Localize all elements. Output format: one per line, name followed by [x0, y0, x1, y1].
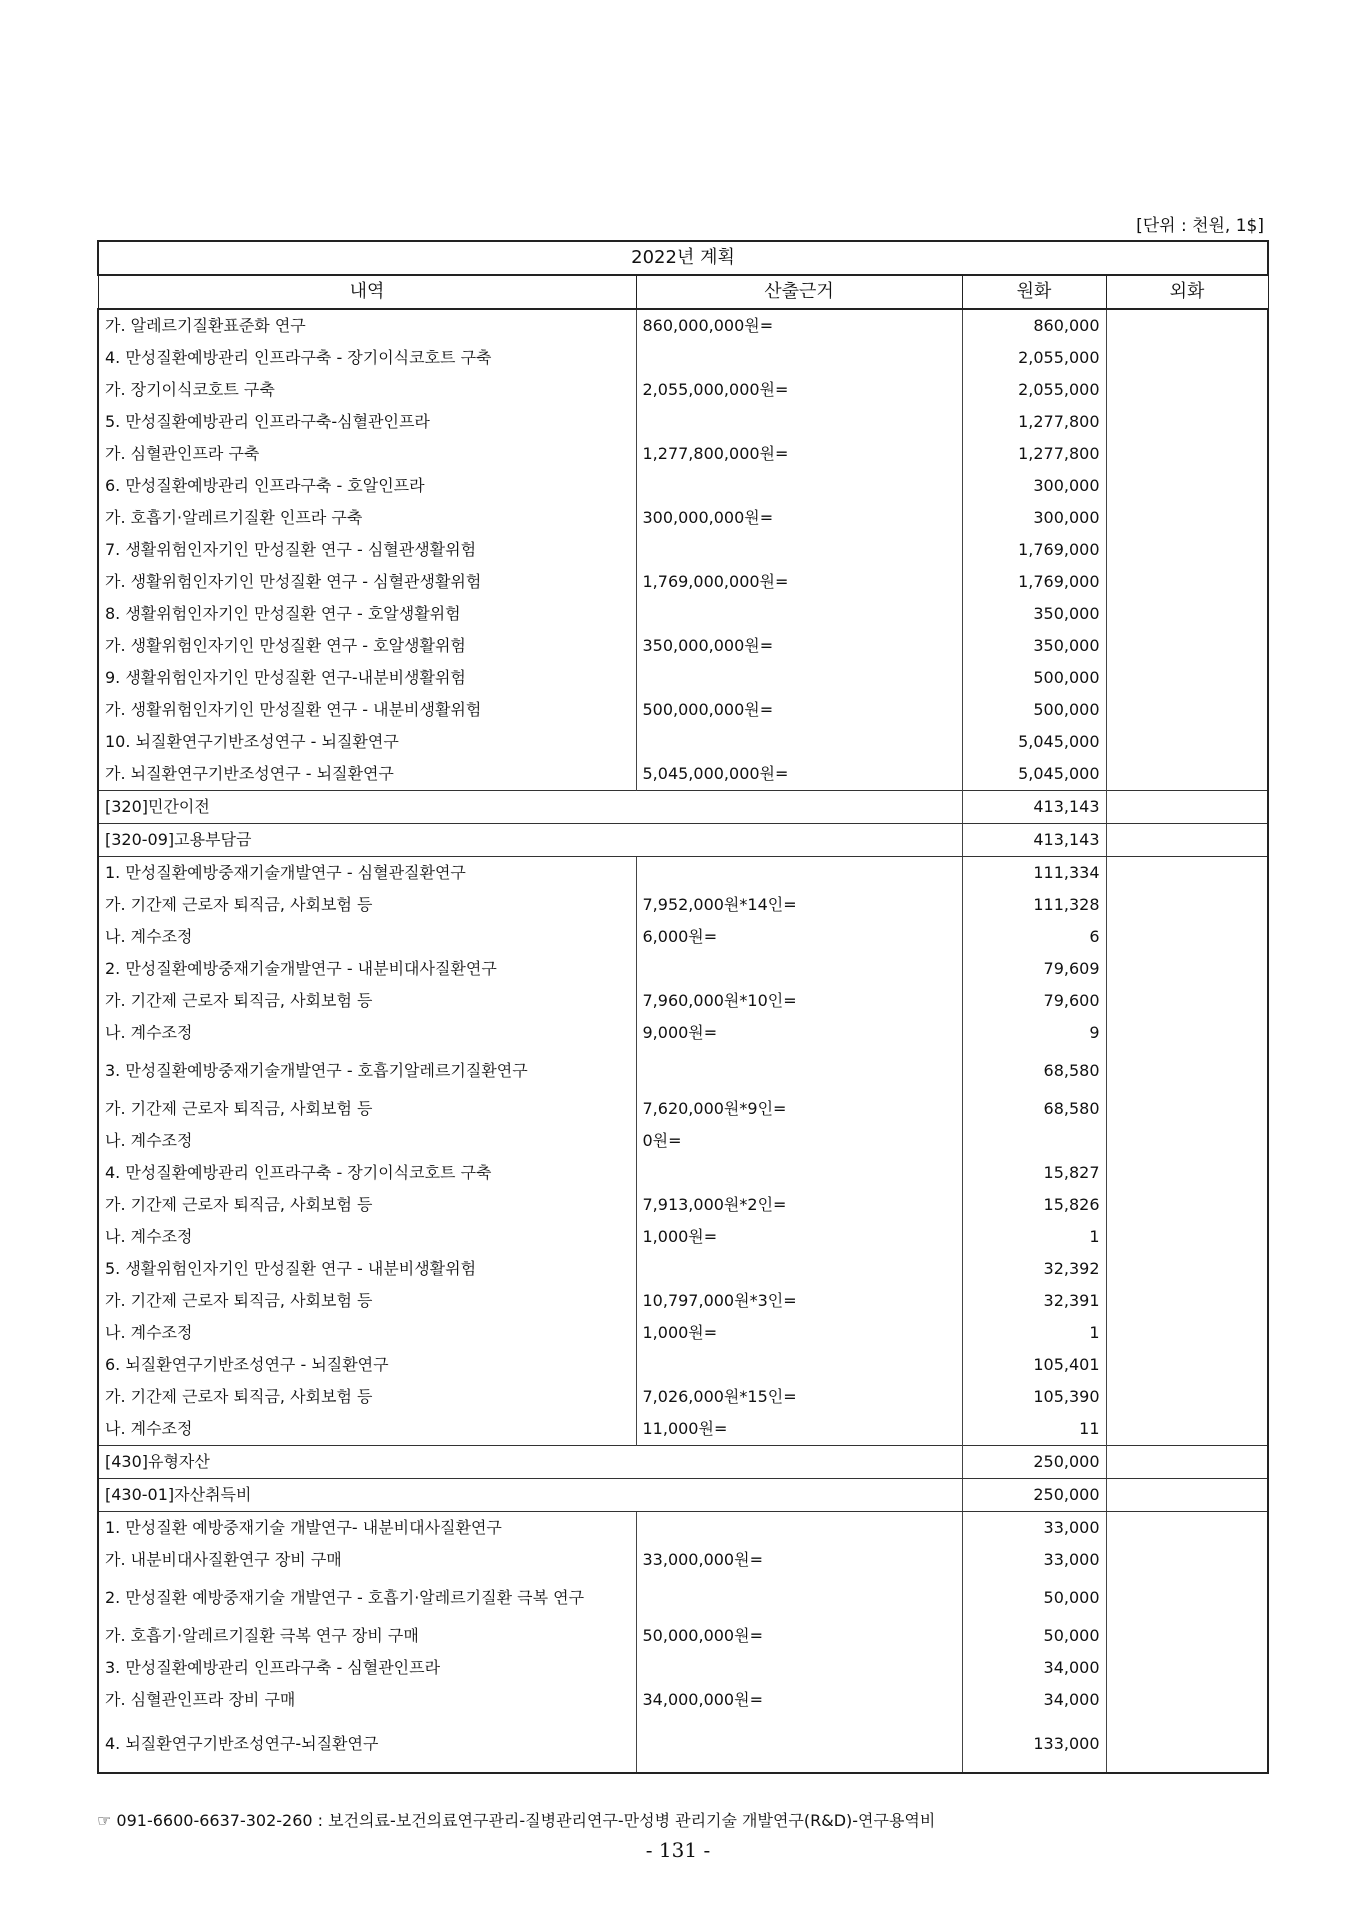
row-desc: 나. 계수조정 [98, 1317, 636, 1349]
row-basis [636, 726, 962, 758]
row-basis [636, 1049, 962, 1093]
row-krw: 1,769,000 [962, 534, 1106, 566]
row-krw: 9 [962, 1017, 1106, 1049]
table-row [98, 758, 1268, 791]
row-basis: 2,055,000,000원= [636, 374, 962, 406]
table-row [98, 889, 1268, 921]
row-basis [636, 406, 962, 438]
table-row [98, 1017, 1268, 1049]
row-krw: 413,143 [962, 824, 1106, 857]
row-fx [1106, 502, 1268, 534]
row-desc: 가. 뇌질환연구기반조성연구 - 뇌질환연구 [98, 758, 636, 791]
row-fx [1106, 1157, 1268, 1189]
table-row [98, 694, 1268, 726]
row-fx [1106, 1544, 1268, 1576]
row-krw: 350,000 [962, 598, 1106, 630]
row-desc: 9. 생활위험인자기인 만성질환 연구-내분비생활위험 [98, 662, 636, 694]
row-fx [1106, 1684, 1268, 1716]
row-desc: 가. 심혈관인프라 구축 [98, 438, 636, 470]
row-basis: 300,000,000원= [636, 502, 962, 534]
row-fx [1106, 985, 1268, 1017]
table-row [98, 726, 1268, 758]
row-desc: 4. 만성질환예방관리 인프라구축 - 장기이식코호트 구축 [98, 1157, 636, 1189]
row-fx [1106, 1716, 1268, 1773]
row-fx [1106, 1652, 1268, 1684]
row-krw: 1,277,800 [962, 438, 1106, 470]
row-fx [1106, 1221, 1268, 1253]
row-basis: 34,000,000원= [636, 1684, 962, 1716]
row-krw: 32,392 [962, 1253, 1106, 1285]
row-fx [1106, 1512, 1268, 1545]
row-basis: 5,045,000,000원= [636, 758, 962, 791]
table-row [98, 1317, 1268, 1349]
row-fx [1106, 406, 1268, 438]
table-row [98, 534, 1268, 566]
table-row [98, 502, 1268, 534]
row-desc: 2. 만성질환 예방중재기술 개발연구 - 호흡기·알레르기질환 극복 연구 [98, 1576, 636, 1620]
row-fx [1106, 566, 1268, 598]
row-desc: 가. 호흡기·알레르기질환 극복 연구 장비 구매 [98, 1620, 636, 1652]
row-basis: 7,960,000원*10인= [636, 985, 962, 1017]
row-fx [1106, 1017, 1268, 1049]
row-fx [1106, 1189, 1268, 1221]
row-desc: [320]민간이전 [98, 791, 962, 824]
row-desc: 4. 만성질환예방관리 인프라구축 - 장기이식코호트 구축 [98, 342, 636, 374]
row-krw: 50,000 [962, 1576, 1106, 1620]
row-krw: 5,045,000 [962, 726, 1106, 758]
row-basis: 7,026,000원*15인= [636, 1381, 962, 1413]
row-desc: 가. 생활위험인자기인 만성질환 연구 - 내분비생활위험 [98, 694, 636, 726]
table-row [98, 791, 1268, 824]
row-krw: 105,401 [962, 1349, 1106, 1381]
row-fx [1106, 694, 1268, 726]
row-basis: 6,000원= [636, 921, 962, 953]
row-basis [636, 1652, 962, 1684]
table-row [98, 1620, 1268, 1652]
row-basis [636, 662, 962, 694]
row-desc: 1. 만성질환 예방중재기술 개발연구- 내분비대사질환연구 [98, 1512, 636, 1545]
row-basis: 9,000원= [636, 1017, 962, 1049]
row-fx [1106, 889, 1268, 921]
row-basis: 350,000,000원= [636, 630, 962, 662]
row-basis: 1,000원= [636, 1221, 962, 1253]
table-row [98, 1576, 1268, 1620]
table-row [98, 824, 1268, 857]
row-desc: 가. 기간제 근로자 퇴직금, 사회보험 등 [98, 1093, 636, 1125]
row-krw: 68,580 [962, 1093, 1106, 1125]
row-desc: 6. 만성질환예방관리 인프라구축 - 호알인프라 [98, 470, 636, 502]
row-basis [636, 1512, 962, 1545]
row-fx [1106, 1446, 1268, 1479]
row-desc: 가. 내분비대사질환연구 장비 구매 [98, 1544, 636, 1576]
table-title: 2022년 계획 [98, 241, 1268, 275]
row-krw: 500,000 [962, 694, 1106, 726]
row-krw: 34,000 [962, 1652, 1106, 1684]
table-row [98, 1684, 1268, 1716]
table-row [98, 1157, 1268, 1189]
row-fx [1106, 470, 1268, 502]
row-fx [1106, 1349, 1268, 1381]
row-krw: 15,826 [962, 1189, 1106, 1221]
table-title-row [98, 241, 1268, 275]
table-row [98, 1413, 1268, 1446]
table-row [98, 342, 1268, 374]
table-body [98, 309, 1268, 1773]
row-krw: 33,000 [962, 1544, 1106, 1576]
row-basis: 1,000원= [636, 1317, 962, 1349]
row-desc: 5. 생활위험인자기인 만성질환 연구 - 내분비생활위험 [98, 1253, 636, 1285]
row-krw: 5,045,000 [962, 758, 1106, 791]
row-basis [636, 598, 962, 630]
row-krw: 2,055,000 [962, 374, 1106, 406]
table-row [98, 921, 1268, 953]
row-basis [636, 1576, 962, 1620]
table-row [98, 309, 1268, 342]
table-row [98, 470, 1268, 502]
row-krw: 860,000 [962, 309, 1106, 342]
row-fx [1106, 824, 1268, 857]
row-krw: 33,000 [962, 1512, 1106, 1545]
table-row [98, 985, 1268, 1017]
table-row [98, 1544, 1268, 1576]
budget-table [97, 240, 1269, 1774]
row-desc: 가. 기간제 근로자 퇴직금, 사회보험 등 [98, 1381, 636, 1413]
row-desc: 나. 계수조정 [98, 1221, 636, 1253]
row-krw: 350,000 [962, 630, 1106, 662]
row-fx [1106, 630, 1268, 662]
row-desc: 4. 뇌질환연구기반조성연구-뇌질환연구 [98, 1716, 636, 1773]
row-desc: 가. 심혈관인프라 장비 구매 [98, 1684, 636, 1716]
row-desc: 가. 알레르기질환표준화 연구 [98, 309, 636, 342]
row-krw: 68,580 [962, 1049, 1106, 1093]
row-desc: 나. 계수조정 [98, 1125, 636, 1157]
row-desc: 2. 만성질환예방중재기술개발연구 - 내분비대사질환연구 [98, 953, 636, 985]
table-row [98, 1093, 1268, 1125]
row-krw: 500,000 [962, 662, 1106, 694]
row-fx [1106, 1093, 1268, 1125]
row-basis: 1,769,000,000원= [636, 566, 962, 598]
row-fx [1106, 953, 1268, 985]
row-fx [1106, 662, 1268, 694]
row-desc: 5. 만성질환예방관리 인프라구축-심혈관인프라 [98, 406, 636, 438]
row-fx [1106, 1125, 1268, 1157]
row-krw: 1 [962, 1317, 1106, 1349]
row-krw: 79,600 [962, 985, 1106, 1017]
row-desc: 나. 계수조정 [98, 1017, 636, 1049]
table-row [98, 857, 1268, 890]
table-row [98, 1189, 1268, 1221]
row-fx [1106, 309, 1268, 342]
row-krw: 250,000 [962, 1479, 1106, 1512]
table-row [98, 1349, 1268, 1381]
row-basis: 33,000,000원= [636, 1544, 962, 1576]
row-fx [1106, 1317, 1268, 1349]
row-desc: [430]유형자산 [98, 1446, 962, 1479]
row-fx [1106, 1620, 1268, 1652]
row-krw: 300,000 [962, 470, 1106, 502]
row-basis: 500,000,000원= [636, 694, 962, 726]
row-krw: 11 [962, 1413, 1106, 1446]
header-fx: 외화 [1106, 275, 1268, 309]
row-basis [636, 534, 962, 566]
row-basis [636, 953, 962, 985]
table-header-row [98, 275, 1268, 309]
table-row [98, 1221, 1268, 1253]
row-fx [1106, 857, 1268, 890]
row-fx [1106, 1479, 1268, 1512]
row-desc: 가. 기간제 근로자 퇴직금, 사회보험 등 [98, 1189, 636, 1221]
row-basis [636, 857, 962, 890]
row-krw: 413,143 [962, 791, 1106, 824]
row-krw: 1,277,800 [962, 406, 1106, 438]
row-basis: 7,913,000원*2인= [636, 1189, 962, 1221]
table-row [98, 1285, 1268, 1317]
row-desc: 가. 호흡기·알레르기질환 인프라 구축 [98, 502, 636, 534]
row-fx [1106, 342, 1268, 374]
row-krw [962, 1125, 1106, 1157]
row-fx [1106, 726, 1268, 758]
row-desc: [430-01]자산취득비 [98, 1479, 962, 1512]
table-row [98, 1125, 1268, 1157]
row-fx [1106, 1253, 1268, 1285]
row-krw: 133,000 [962, 1716, 1106, 1773]
footnote: ☞ 091-6600-6637-302-260 : 보건의료-보건의료연구관리-질병관리연구-만성병 관리기술 개발연구(R&D)-연구용역비 [97, 1811, 936, 1830]
row-desc: 가. 기간제 근로자 퇴직금, 사회보험 등 [98, 1285, 636, 1317]
table-row [98, 406, 1268, 438]
row-desc: 7. 생활위험인자기인 만성질환 연구 - 심혈관생활위험 [98, 534, 636, 566]
row-krw: 79,609 [962, 953, 1106, 985]
row-fx [1106, 1285, 1268, 1317]
row-krw: 1 [962, 1221, 1106, 1253]
table-row [98, 374, 1268, 406]
table-row [98, 1446, 1268, 1479]
table-row [98, 566, 1268, 598]
table-row [98, 1479, 1268, 1512]
row-krw: 300,000 [962, 502, 1106, 534]
row-desc: [320-09]고용부담금 [98, 824, 962, 857]
row-krw: 111,328 [962, 889, 1106, 921]
table-row [98, 1049, 1268, 1093]
row-desc: 1. 만성질환예방중재기술개발연구 - 심혈관질환연구 [98, 857, 636, 890]
row-basis [636, 1157, 962, 1189]
row-desc: 나. 계수조정 [98, 1413, 636, 1446]
row-basis [636, 470, 962, 502]
row-fx [1106, 1049, 1268, 1093]
row-krw: 15,827 [962, 1157, 1106, 1189]
row-basis: 0원= [636, 1125, 962, 1157]
table-row [98, 1381, 1268, 1413]
table-row [98, 662, 1268, 694]
row-desc: 가. 생활위험인자기인 만성질환 연구 - 심혈관생활위험 [98, 566, 636, 598]
row-fx [1106, 791, 1268, 824]
table-row [98, 598, 1268, 630]
row-basis: 860,000,000원= [636, 309, 962, 342]
row-basis: 7,620,000원*9인= [636, 1093, 962, 1125]
row-fx [1106, 598, 1268, 630]
table-row [98, 1652, 1268, 1684]
row-basis [636, 1716, 962, 1773]
row-fx [1106, 1413, 1268, 1446]
row-desc: 3. 만성질환예방중재기술개발연구 - 호흡기알레르기질환연구 [98, 1049, 636, 1093]
header-desc: 내역 [98, 275, 636, 309]
row-desc: 10. 뇌질환연구기반조성연구 - 뇌질환연구 [98, 726, 636, 758]
row-krw: 32,391 [962, 1285, 1106, 1317]
row-fx [1106, 758, 1268, 791]
page-number: - 131 - [645, 1838, 711, 1862]
row-desc: 나. 계수조정 [98, 921, 636, 953]
header-krw: 원화 [962, 275, 1106, 309]
unit-note: [단위 : 천원, 1$] [1136, 216, 1264, 236]
row-fx [1106, 921, 1268, 953]
row-fx [1106, 1576, 1268, 1620]
table-row [98, 1253, 1268, 1285]
row-basis [636, 1349, 962, 1381]
row-basis: 11,000원= [636, 1413, 962, 1446]
row-basis [636, 342, 962, 374]
row-fx [1106, 1381, 1268, 1413]
row-desc: 가. 기간제 근로자 퇴직금, 사회보험 등 [98, 985, 636, 1017]
row-desc: 8. 생활위험인자기인 만성질환 연구 - 호알생활위험 [98, 598, 636, 630]
table-row [98, 438, 1268, 470]
row-krw: 250,000 [962, 1446, 1106, 1479]
row-fx [1106, 374, 1268, 406]
row-basis: 1,277,800,000원= [636, 438, 962, 470]
row-fx [1106, 534, 1268, 566]
table-row [98, 630, 1268, 662]
row-krw: 111,334 [962, 857, 1106, 890]
row-desc: 가. 장기이식코호트 구축 [98, 374, 636, 406]
row-desc: 가. 기간제 근로자 퇴직금, 사회보험 등 [98, 889, 636, 921]
row-desc: 가. 생활위험인자기인 만성질환 연구 - 호알생활위험 [98, 630, 636, 662]
table-row [98, 1716, 1268, 1773]
row-krw: 105,390 [962, 1381, 1106, 1413]
row-fx [1106, 438, 1268, 470]
header-basis: 산출근거 [636, 275, 962, 309]
row-basis: 50,000,000원= [636, 1620, 962, 1652]
row-desc: 3. 만성질환예방관리 인프라구축 - 심혈관인프라 [98, 1652, 636, 1684]
row-krw: 6 [962, 921, 1106, 953]
row-krw: 34,000 [962, 1684, 1106, 1716]
row-basis: 10,797,000원*3인= [636, 1285, 962, 1317]
row-basis: 7,952,000원*14인= [636, 889, 962, 921]
table-row [98, 953, 1268, 985]
row-desc: 6. 뇌질환연구기반조성연구 - 뇌질환연구 [98, 1349, 636, 1381]
row-krw: 1,769,000 [962, 566, 1106, 598]
table-row [98, 1512, 1268, 1545]
row-krw: 50,000 [962, 1620, 1106, 1652]
row-krw: 2,055,000 [962, 342, 1106, 374]
row-basis [636, 1253, 962, 1285]
